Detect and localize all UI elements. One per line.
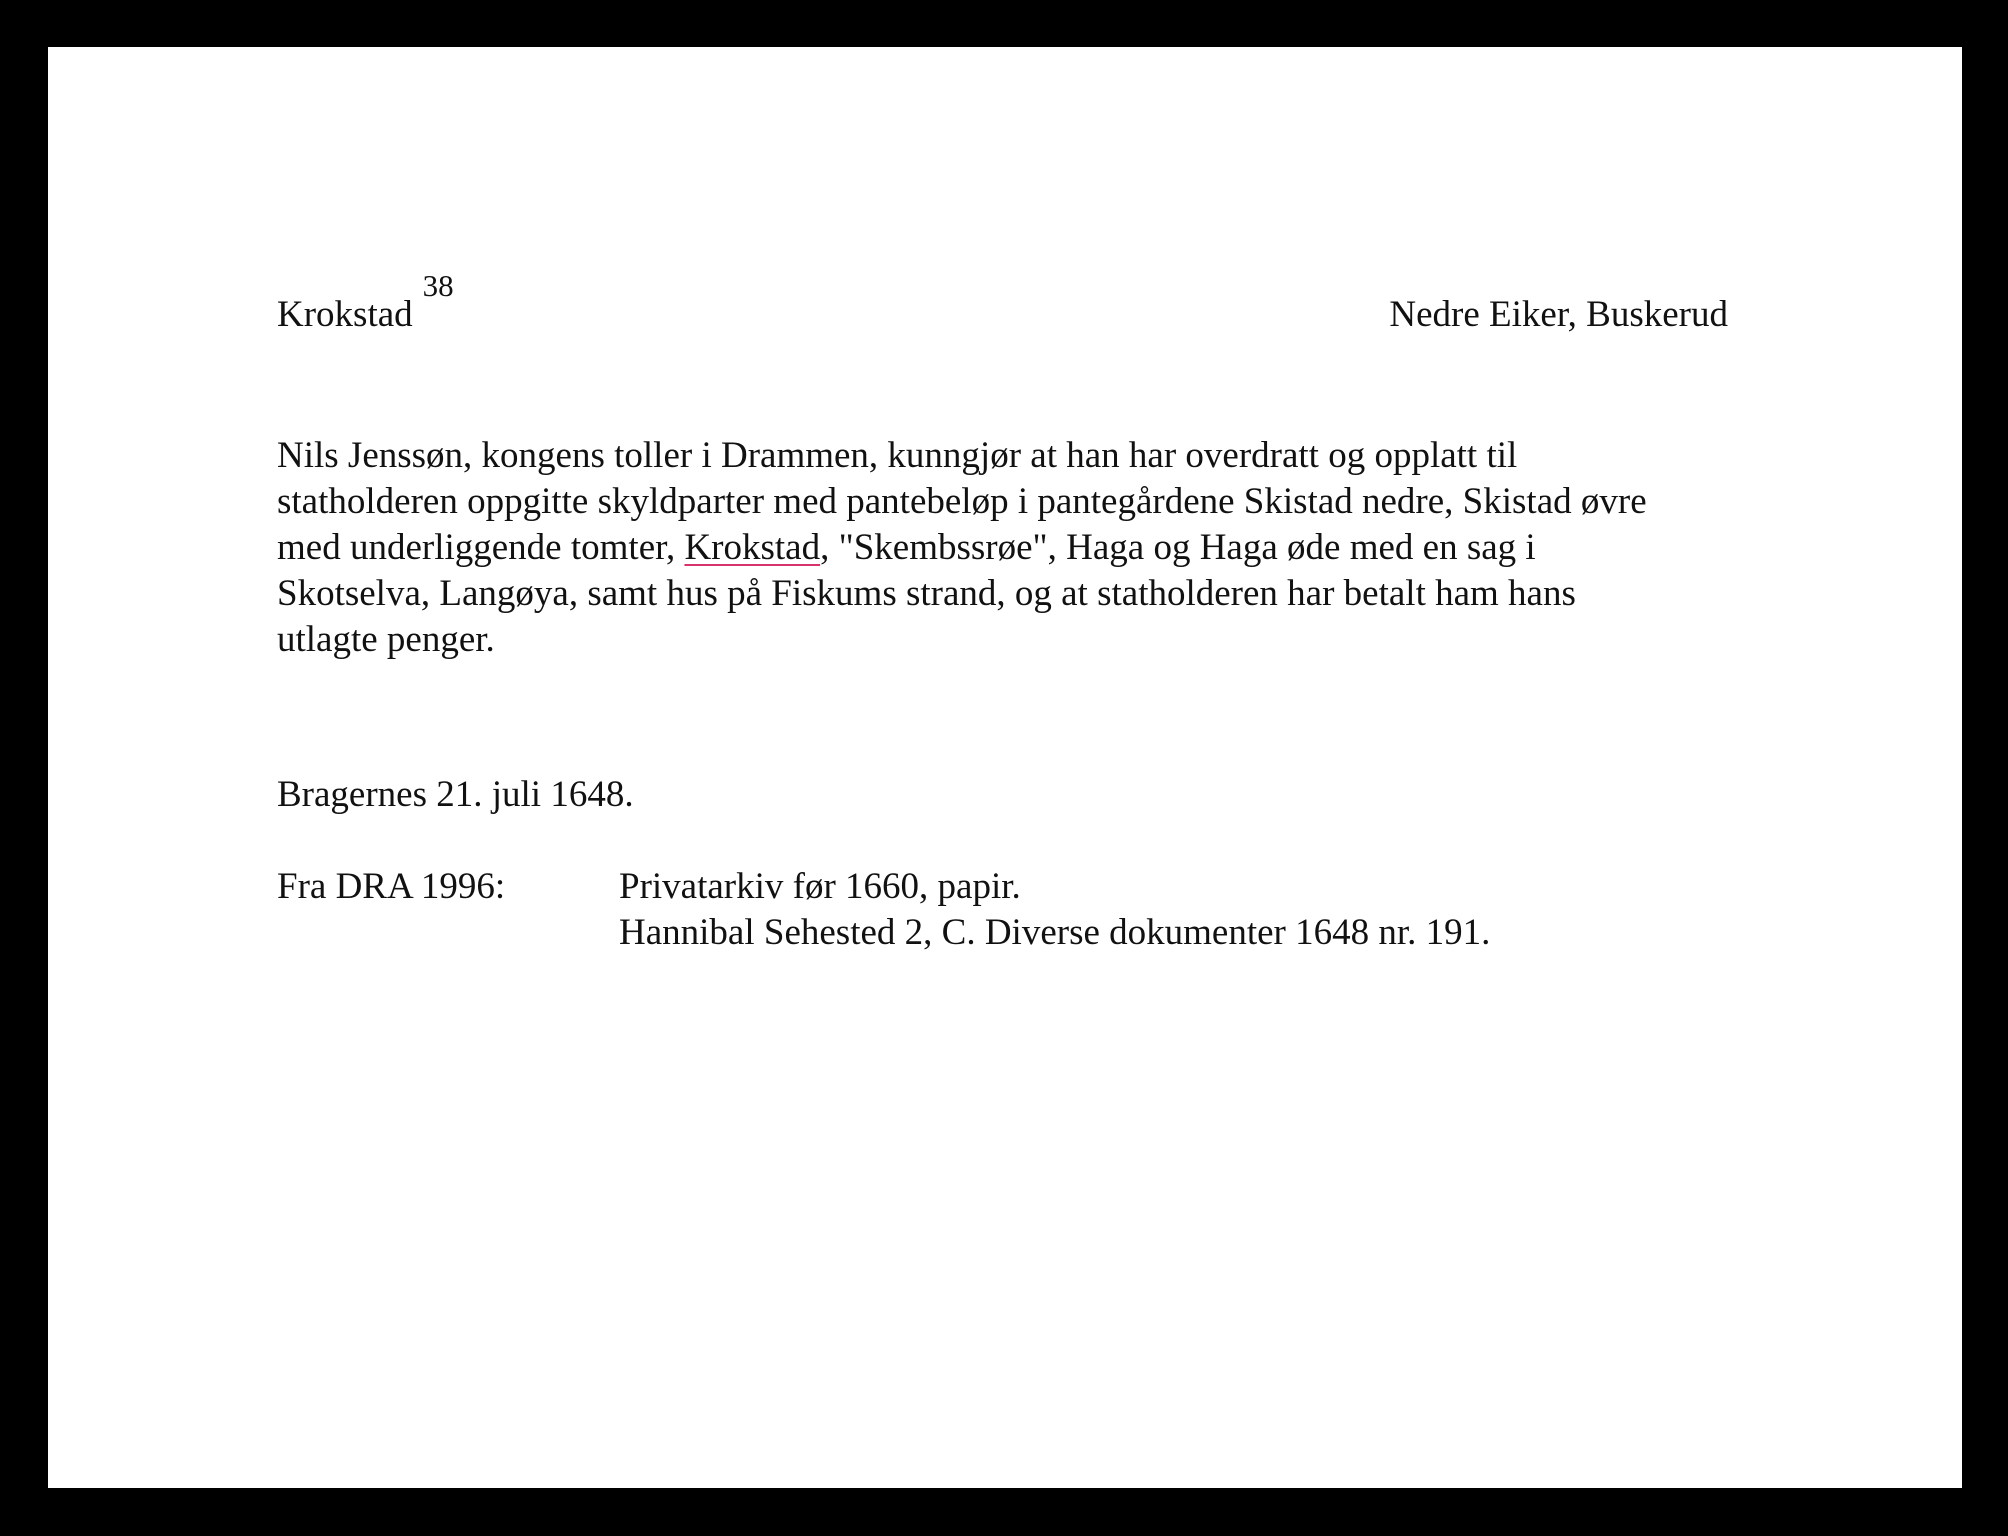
summary-line-3-end: , "Skembssrøe", Haga og Haga øde med en sag i (820, 527, 1536, 568)
footnote-number: 38 (422, 268, 454, 303)
summary-line-4: Skotselva, Langøya, samt hus på Fiskums strand, og at statholderen har betalt ham hans (277, 573, 1576, 614)
summary-line-3-start: med underliggende tomter, (277, 527, 685, 568)
summary-line-3 (277, 525, 1757, 571)
source-line-2: Hannibal Sehested 2, C. Diverse dokumenter 1648 nr. 191. (619, 912, 1491, 953)
source-line-1: Privatarkiv før 1660, papir. (619, 866, 1021, 907)
region-heading: Nedre Eiker, Buskerud (1389, 294, 1728, 335)
place-name: Krokstad (277, 294, 413, 335)
summary-text (277, 433, 1757, 663)
summary-line-5: utlagte penger. (277, 619, 495, 660)
document-date: Bragernes 21. juli 1648. (277, 774, 634, 815)
source-label: Fra DRA 1996: (277, 866, 506, 907)
source-reference (619, 864, 1490, 956)
document-card (48, 47, 1962, 1488)
place-heading (277, 268, 454, 339)
summary-line-1: Nils Jenssøn, kongens toller i Drammen, kunngjør at han har overdratt og opplatt til (277, 435, 1518, 476)
highlighted-place-name: Krokstad (684, 527, 821, 568)
summary-line-2: statholderen oppgitte skyldparter med pantebeløp i pantegårdene Skistad nedre, Skistad øvre (277, 481, 1647, 522)
